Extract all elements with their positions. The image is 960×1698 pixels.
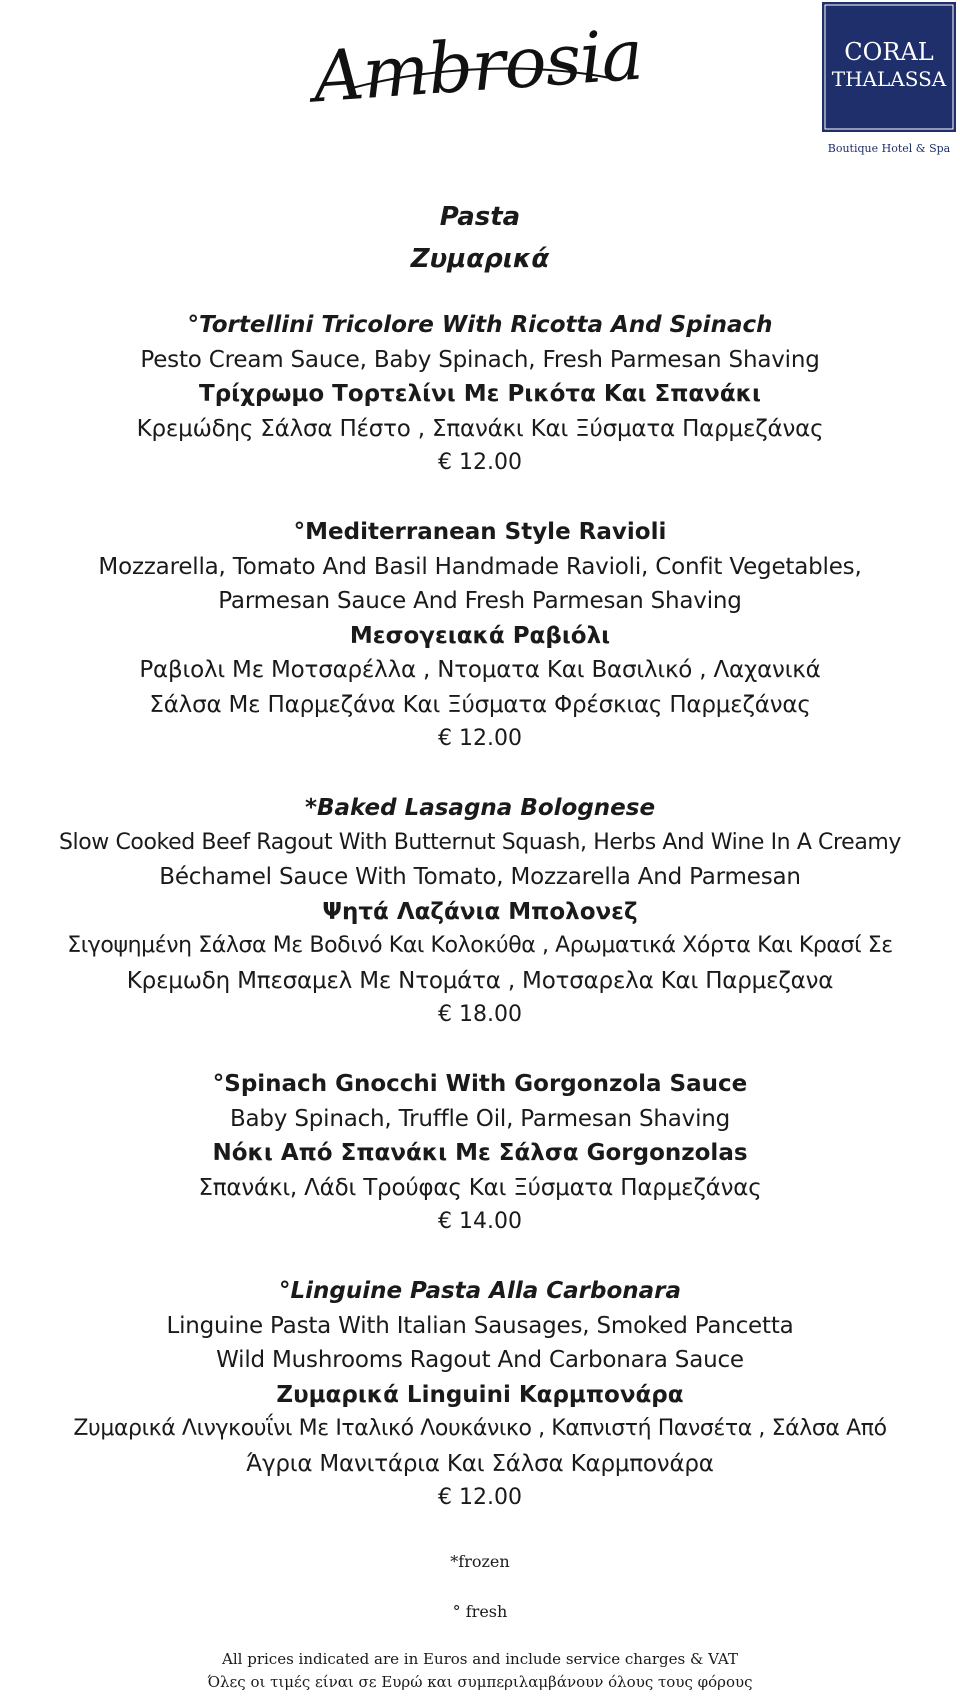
item-price: € 14.00 <box>438 1209 522 1234</box>
section-title-gr: Ζυμαρικά <box>410 244 550 274</box>
item-desc-gr: Κρεμώδης Σάλσα Πέστο , Σπανάκι Και Ξύσματα Παρμεζάνας <box>136 415 824 442</box>
menu-item <box>0 308 960 481</box>
item-name-gr: Ζυμαρικά Linguini Καρμπονάρα <box>276 1381 684 1408</box>
item-desc-en: Baby Spinach, Truffle Oil, Parmesan Shaving <box>229 1105 731 1132</box>
item-desc-gr: Άγρια Μανιτάρια Και Σάλσα Καρμπονάρα <box>246 1450 714 1477</box>
coral-thalassa-logo <box>822 2 956 162</box>
item-desc-gr: Σπανάκι, Λάδι Τρούφας Και Ξύσματα Παρμεζάνας <box>198 1174 762 1201</box>
menu-item <box>0 1067 960 1240</box>
item-name-en: °Tortellini Tricolore With Ricotta And Spinach <box>187 312 773 338</box>
logo-line2: THALASSA <box>831 67 947 91</box>
section-title-en: Pasta <box>439 202 521 232</box>
item-desc-gr: Ραβιολι Με Μοτσαρέλλα , Ντοματα Και Βασιλικό , Λαχανικά <box>139 657 821 683</box>
item-name-gr: Τρίχρωμο Τορτελίνι Με Ρικότα Και Σπανάκι <box>199 381 761 407</box>
item-price: € 12.00 <box>438 1485 522 1510</box>
disclaimer-en: All prices indicated are in Euros and include service charges & VAT <box>222 1650 738 1668</box>
item-desc-en: Pesto Cream Sauce, Baby Spinach, Fresh Parmesan Shaving <box>140 346 820 373</box>
item-desc-en: Wild Mushrooms Ragout And Carbonara Sauce <box>216 1347 744 1373</box>
item-name-en: °Mediterranean Style Ravioli <box>293 519 667 545</box>
item-name-en: °Linguine Pasta Alla Carbonara <box>278 1278 682 1304</box>
note-fresh: ° fresh <box>452 1602 508 1621</box>
item-desc-gr: Σιγοψημένη Σάλσα Με Βοδινό Και Κολοκύθα , Αρωματικά Χόρτα Και Κρασί Σε <box>67 933 893 958</box>
item-price: € 18.00 <box>438 1002 522 1027</box>
item-desc-gr: Κρεμωδη Μπεσαμελ Με Ντομάτα , Μοτσαρελα Και Παρμεζανα <box>126 967 834 994</box>
section-title-block <box>0 196 960 280</box>
disclaimer-gr: Όλες οι τιμές είναι σε Ευρώ και συμπεριλαμβάνουν όλους τους φόρους <box>207 1673 753 1691</box>
item-desc-en: Béchamel Sauce With Tomato, Mozzarella And Parmesan <box>159 864 801 890</box>
item-price: € 12.00 <box>438 726 522 751</box>
item-name-en: *Baked Lasagna Bolognese <box>304 795 656 821</box>
item-name-en: °Spinach Gnocchi With Gorgonzola Sauce <box>212 1071 748 1097</box>
price-disclaimer <box>0 1648 960 1694</box>
menu-item <box>0 791 960 1033</box>
item-price: € 12.00 <box>438 450 522 475</box>
item-desc-en: Slow Cooked Beef Ragout With Butternut Squash, Herbs And Wine In A Creamy <box>58 829 902 855</box>
item-desc-en: Parmesan Sauce And Fresh Parmesan Shaving <box>218 588 742 614</box>
item-desc-en: Mozzarella, Tomato And Basil Handmade Ravioli, Confit Vegetables, <box>98 553 862 580</box>
item-desc-gr: Σάλσα Με Παρμεζάνα Και Ξύσματα Φρέσκιας Παρμεζάνας <box>149 691 811 718</box>
ambrosia-logo-text: Ambrosia <box>310 13 645 119</box>
item-desc-en: Linguine Pasta With Italian Sausages, Smoked Pancetta <box>166 1312 794 1339</box>
menu-item <box>0 515 960 757</box>
menu-items <box>0 308 960 1516</box>
item-desc-gr: Ζυμαρικά Λινγκουΐνι Με Ιταλικό Λουκάνικο , Καπνιστή Πανσέτα , Σάλσα Από <box>73 1416 887 1441</box>
item-name-gr: Μεσογειακά Ραβιόλι <box>349 622 611 649</box>
ambrosia-script-logo <box>0 0 960 130</box>
logo-line1: CORAL <box>844 38 934 66</box>
item-name-gr: Ψητά Λαζάνια Μπολονεζ <box>322 898 638 925</box>
note-frozen: *frozen <box>450 1552 510 1571</box>
menu-item <box>0 1274 960 1516</box>
logo-tagline: Boutique Hotel & Spa <box>827 142 951 155</box>
item-name-gr: Νόκι Από Σπανάκι Με Σάλσα Gorgonzolas <box>212 1140 748 1166</box>
